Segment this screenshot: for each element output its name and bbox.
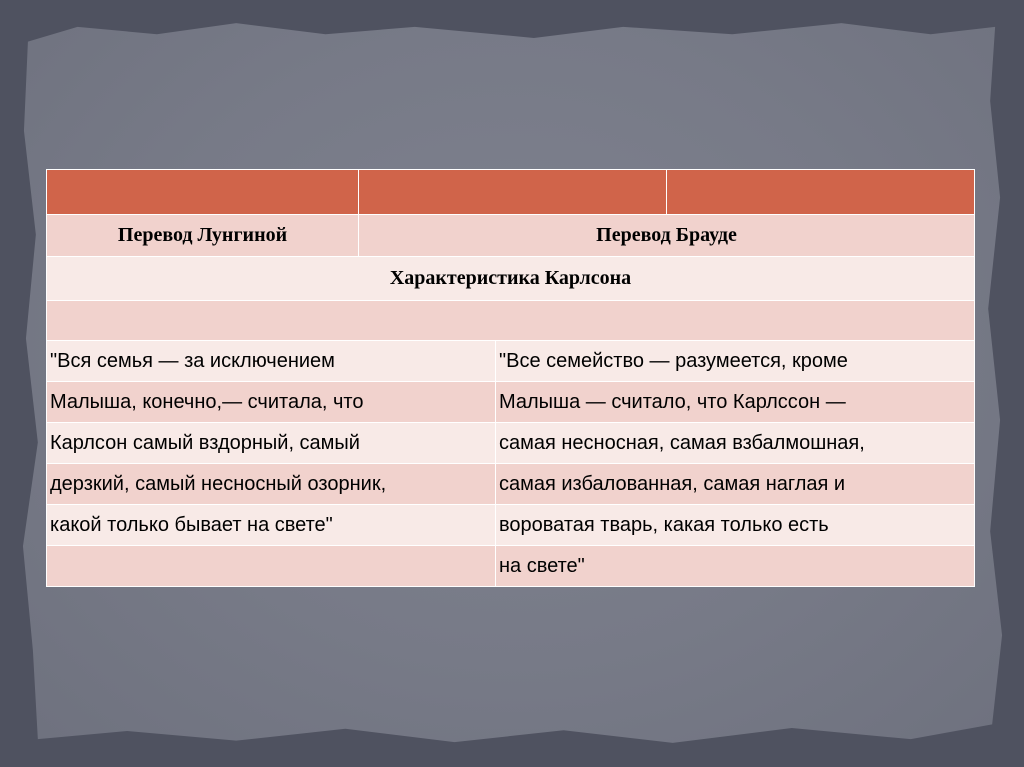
table-row (47, 301, 975, 341)
table-row (47, 464, 975, 505)
braude-line: на свете" (496, 546, 975, 587)
lungina-line (47, 546, 496, 587)
table-row (47, 546, 975, 587)
table-row (47, 341, 975, 382)
table-row (47, 215, 975, 257)
section-title: Характеристика Карлсона (47, 257, 975, 301)
table-row (47, 505, 975, 546)
braude-line: "Все семейство — разумеется, кроме (496, 341, 975, 382)
table-row (47, 257, 975, 301)
braude-line: Малыша — считало, что Карлссон — (496, 382, 975, 423)
lungina-line: какой только бывает на свете" (47, 505, 496, 546)
lungina-line: дерзкий, самый несносный озорник, (47, 464, 496, 505)
lungina-line: "Вся семья — за исключением (47, 341, 496, 382)
table-row (47, 423, 975, 464)
table-header-bar (47, 170, 975, 215)
table-row (47, 382, 975, 423)
empty-cell (47, 301, 975, 341)
braude-line: самая избалованная, самая наглая и (496, 464, 975, 505)
header-cell (667, 170, 975, 215)
header-lungina: Перевод Лунгиной (47, 215, 359, 257)
header-braude: Перевод Брауде (359, 215, 975, 257)
braude-line: самая несносная, самая взбалмошная, (496, 423, 975, 464)
lungina-line: Малыша, конечно,— считала, что (47, 382, 496, 423)
braude-line: вороватая тварь, какая только есть (496, 505, 975, 546)
lungina-line: Карлсон самый вздорный, самый (47, 423, 496, 464)
header-cell (47, 170, 359, 215)
translation-comparison-table (46, 169, 975, 587)
header-cell (359, 170, 667, 215)
